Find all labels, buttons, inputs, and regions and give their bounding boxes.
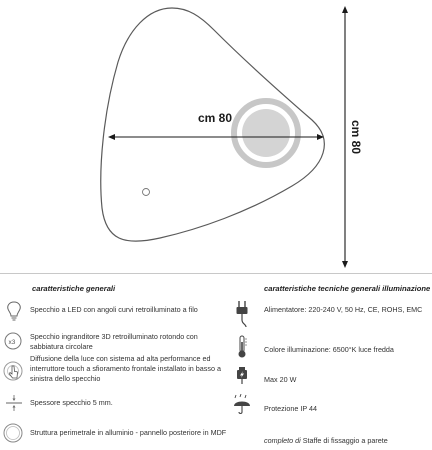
svg-text:x3: x3 (8, 339, 16, 346)
plug-icon (234, 300, 250, 328)
section-divider (0, 273, 432, 274)
feature-power-supply: Alimentatore: 220-240 V, 50 Hz, CE, ROHS, EMC (264, 305, 423, 314)
umbrella-rain-icon (232, 394, 252, 416)
magnifier-x3-icon (3, 331, 23, 351)
touch-hand-icon (2, 360, 24, 382)
feature-ip-protection: Protezione IP 44 (264, 404, 318, 413)
touch-switch (143, 189, 150, 196)
height-arrow-bottom (342, 261, 348, 268)
bulb-icon (4, 300, 24, 322)
general-features-title: caratteristiche generali (32, 284, 116, 293)
height-label: cm 80 (349, 120, 363, 155)
thermometer-icon (234, 334, 250, 360)
feature-led-mirror: Specchio a LED con angoli curvi retroilluminato a filo (30, 305, 198, 314)
feature-magnifier: Specchio ingranditore 3D retroilluminato rotondo con sabbiatura circolare (30, 332, 198, 351)
frame-circle-icon (2, 422, 24, 444)
power-icon (234, 366, 250, 386)
height-arrow-top (342, 6, 348, 13)
thickness-icon (4, 394, 24, 412)
technical-lighting-title: caratteristiche tecniche generali illuminazione (264, 284, 431, 293)
feature-max-power: Max 20 W (264, 375, 297, 384)
feature-light-color: Colore illuminazione: 6500°K luce fredda (264, 345, 394, 354)
feature-touch-switch: Diffusione della luce con sistema ad alta performance ed interruttore touch a sfioramento frontale installato in basso a sinistra dello specchio (30, 354, 221, 383)
magnifier-mirror (242, 109, 290, 157)
included-prefix: completo di (264, 436, 301, 445)
width-label: cm 80 (198, 111, 233, 125)
included-item: Staffe di fissaggio a parete (302, 436, 388, 445)
feature-thickness: Spessore specchio 5 mm. (30, 398, 113, 407)
feature-included-brackets (264, 436, 432, 446)
feature-frame: Struttura perimetrale in alluminio - pannello posteriore in MDF (30, 428, 227, 437)
